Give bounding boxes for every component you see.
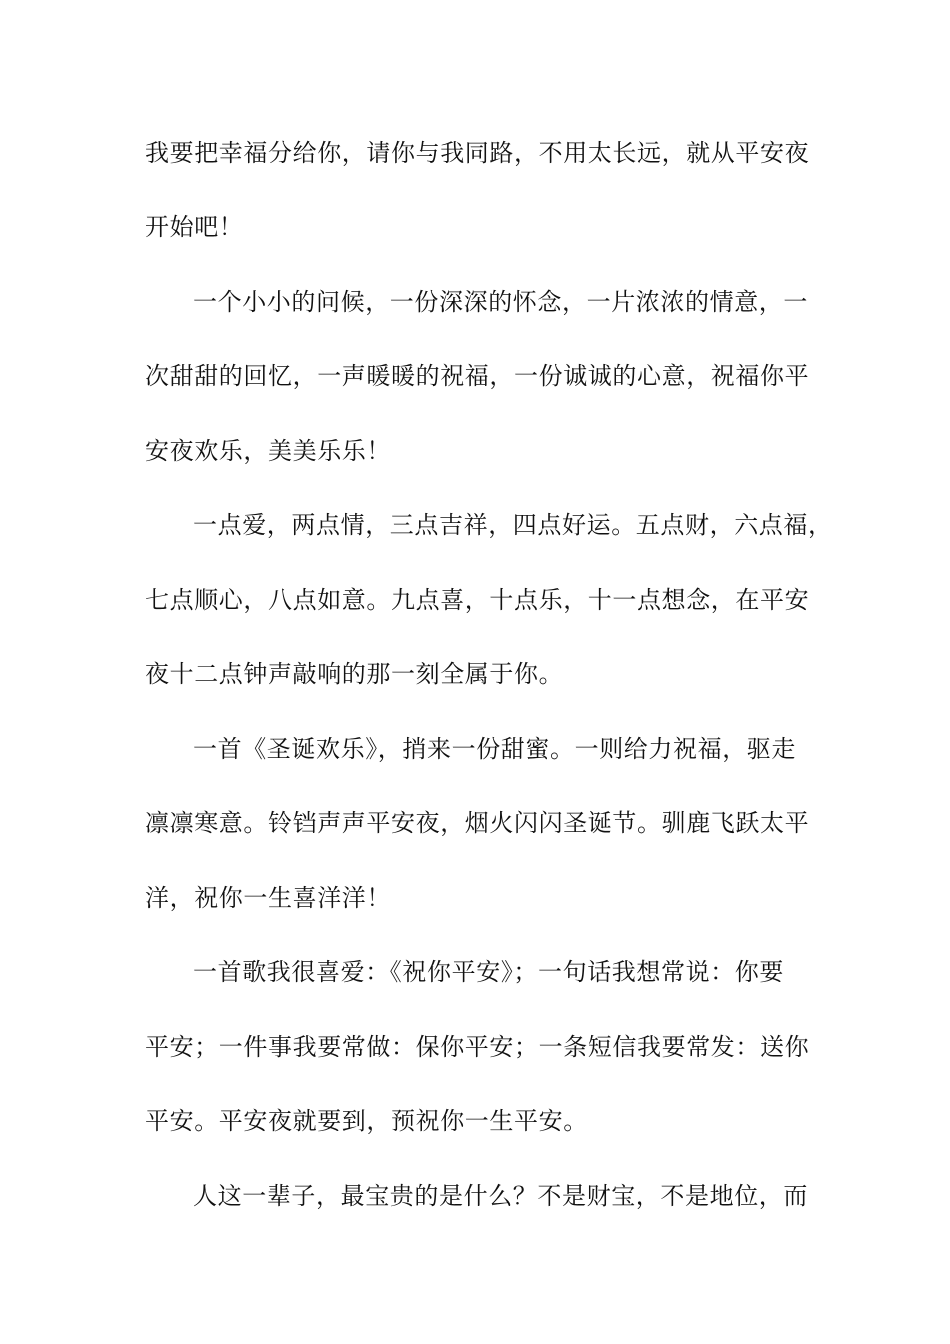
- paragraph-2-line-1: 一个小小的问候，一份深深的怀念，一片浓浓的情意，一: [193, 288, 808, 316]
- paragraph-2-line-2: 次甜甜的回忆，一声暖暖的祝福，一份诚诚的心意，祝福你平: [145, 362, 810, 390]
- paragraph-1-line-2: 开始吧！: [145, 213, 244, 241]
- paragraph-2-line-3: 安夜欢乐，美美乐乐！: [145, 437, 391, 465]
- paragraph-5-line-2: 平安；一件事我要常做：保你平安；一条短信我要常发：送你: [145, 1033, 810, 1061]
- paragraph-6-line-1: 人这一辈子，最宝贵的是什么？不是财宝，不是地位，而: [193, 1182, 808, 1210]
- paragraph-5-line-1: 一首歌我很喜爱：《祝你平安》；一句话我想常说：你要: [193, 958, 784, 986]
- paragraph-5-line-3: 平安。平安夜就要到，预祝你一生平安。: [145, 1107, 588, 1135]
- paragraph-4-line-1: 一首《圣诞欢乐》，捎来一份甜蜜。一则给力祝福，驱走: [193, 735, 796, 763]
- paragraph-1-line-1: 我要把幸福分给你，请你与我同路，不用太长远，就从平安夜: [145, 139, 810, 167]
- paragraph-3-line-3: 夜十二点钟声敲响的那一刻全属于你。: [145, 660, 564, 688]
- paragraph-3-line-2: 七点顺心，八点如意。九点喜，十点乐，十一点想念，在平安: [145, 586, 810, 614]
- paragraph-4-line-3: 洋，祝你一生喜洋洋！: [145, 884, 391, 912]
- paragraph-3-line-1: 一点爱，两点情，三点吉祥，四点好运。五点财，六点福，: [193, 511, 833, 539]
- paragraph-4-line-2: 凛凛寒意。铃铛声声平安夜，烟火闪闪圣诞节。驯鹿飞跃太平: [145, 809, 810, 837]
